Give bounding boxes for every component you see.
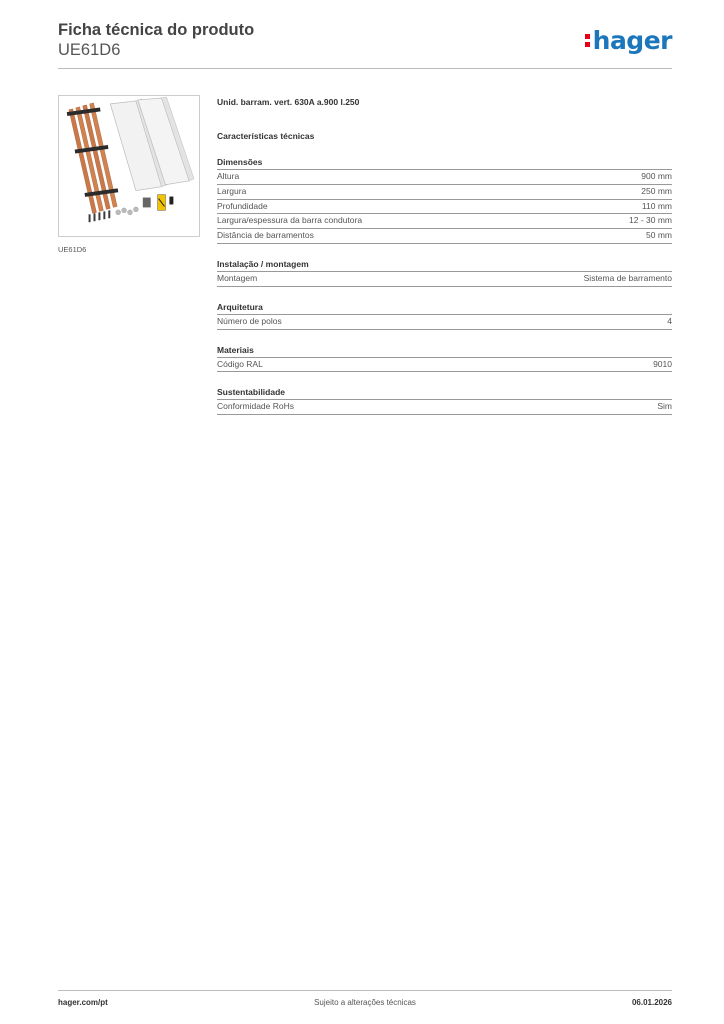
spec-value: 110 mm [641,200,672,211]
spec-label: Profundidade [217,200,268,211]
spec-label: Código RAL [217,358,263,369]
group-sustainability [217,386,672,415]
hager-logo[interactable] [585,26,672,55]
page-title: Ficha técnica do produto [58,21,255,39]
section-title-technical: Características técnicas [217,131,315,141]
product-image [58,95,200,237]
spec-row [217,358,672,373]
product-name: Unid. barram. vert. 630A a.900 l.250 [217,97,360,107]
spec-row [217,200,672,215]
header-divider [58,68,672,69]
footer-date: 06.01.2026 [631,998,672,1007]
group-materials [217,344,672,373]
spec-row [217,272,672,287]
spec-row [217,315,672,330]
spec-label: Largura/espessura da barra condutora [217,215,363,226]
spec-label: Distância de barramentos [217,230,314,241]
spec-row [217,214,672,229]
spec-value: Sistema de barramento [583,272,672,283]
logo-mark-icon [585,32,591,48]
footer-disclaimer: Sujeito a alterações técnicas [314,998,416,1007]
page-header [58,20,672,68]
spec-content [217,96,672,415]
group-title: Dimensões [217,156,672,170]
spec-label: Montagem [217,272,258,283]
spec-row [217,229,672,244]
logo-text: hager [592,26,672,55]
spec-value: Sim [657,401,672,412]
spec-row [217,185,672,200]
group-title: Instalação / montagem [217,258,672,272]
footer-website-link[interactable]: hager.com/pt [58,998,108,1007]
busbar-kit-illustration [59,96,199,236]
spec-value: 50 mm [646,230,672,241]
group-installation [217,258,672,287]
spec-value: 250 mm [641,185,672,196]
spec-label: Número de polos [217,315,282,326]
group-title: Materiais [217,344,672,358]
spec-label: Conformidade RoHs [217,401,295,412]
spec-row [217,400,672,415]
product-code: UE61D6 [58,41,121,59]
image-caption: UE61D6 [58,245,87,254]
spec-label: Largura [217,185,247,196]
footer-divider [58,990,672,991]
spec-value: 9010 [653,358,672,369]
group-title: Arquitetura [217,301,672,315]
spec-value: 12 - 30 mm [629,215,672,226]
group-title: Sustentabilidade [217,386,672,400]
spec-row [217,170,672,185]
spec-label: Altura [217,171,240,181]
group-dimensions [217,156,672,244]
group-architecture [217,301,672,330]
spec-value: 4 [667,315,672,326]
spec-value: 900 mm [641,171,672,181]
